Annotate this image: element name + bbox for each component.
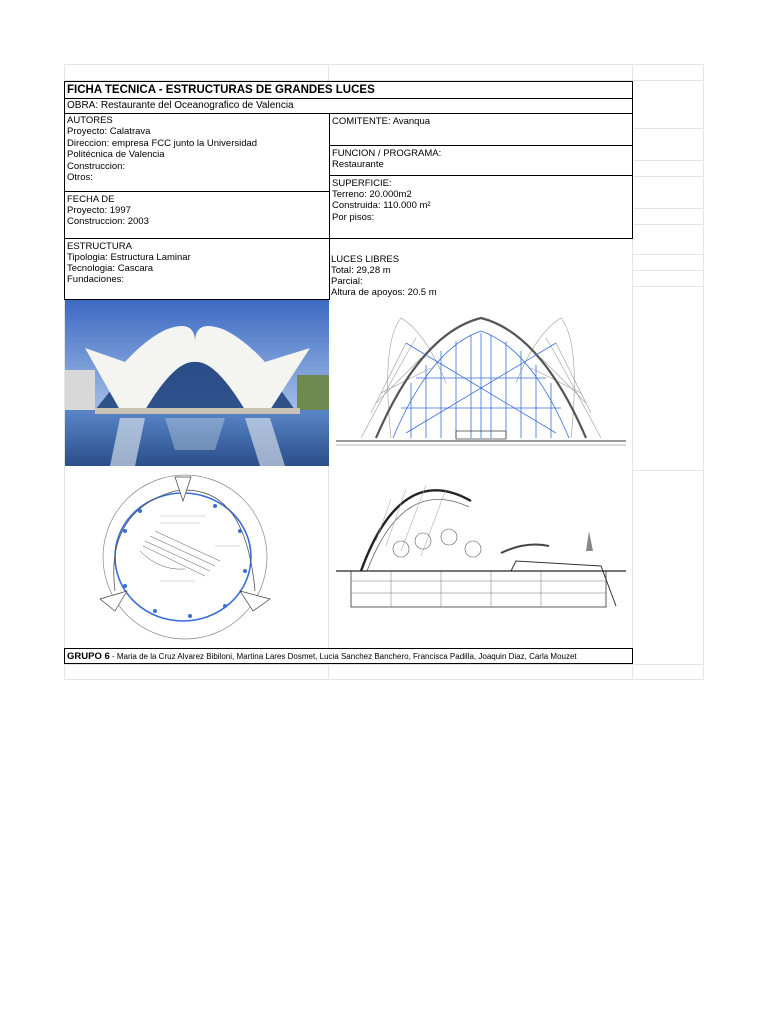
group-members: - Maria de la Cruz Alvarez Bibiloni, Martina Lares Dosmet, Lucia Sanchez Banchero, Francisca Padilla, Joaquin Diaz, Carla Mouzet [109,652,577,661]
estructura-heading: ESTRUCTURA [67,241,132,252]
grid-row-line [632,128,704,129]
grid-row-line [632,470,704,471]
footer-cell [64,648,633,664]
grid-row-line [632,270,704,271]
fecha-cell [64,191,330,239]
autores-direccion: Direccion: empresa FCC junto la Universidad [67,138,258,149]
luces-heading: LUCES LIBRES [331,254,400,265]
sheet-title: FICHA TECNICA - ESTRUCTURAS DE GRANDES LUCES [67,84,375,96]
autores-construccion: Construccion: [67,161,126,172]
grid-row-line [632,176,704,177]
luces-total: Total: 29,28 m [331,265,391,276]
grid-row-line [632,208,704,209]
estructura-tecnologia: Tecnologia: Cascara [67,263,154,274]
section-drawing [331,471,631,643]
fecha-construccion: Construccion: 2003 [67,216,149,227]
autores-proyecto: Proyecto: Calatrava [67,126,151,137]
plan-drawing [65,471,329,643]
obra-label: OBRA: Restaurante del Oceanografico de Valencia [67,100,294,111]
fecha-heading: FECHA DE [67,194,115,205]
superficie-terreno: Terreno: 20.000m2 [332,189,412,200]
grid-row-line [632,224,704,225]
group-label: GRUPO 6 [67,651,110,662]
estructura-cell [64,238,330,300]
comitente-cell [329,113,633,146]
autores-heading: AUTORES [67,115,113,126]
title-cell [64,81,633,99]
autores-cell [64,113,330,192]
funcion-value: Restaurante [332,159,384,170]
estructura-tipologia: Tipologia: Estructura Laminar [67,252,191,263]
estructura-fundaciones: Fundaciones: [67,274,125,285]
superficie-cell [329,175,633,239]
funcion-heading: FUNCION / PROGRAMA: [332,148,442,159]
funcion-cell [329,145,633,176]
comitente-label: COMITENTE: Avanqua [332,116,431,127]
elevation-drawing [331,303,631,466]
superficie-por-pisos: Por pisos: [332,212,375,223]
grid-row-line [64,664,704,665]
superficie-heading: SUPERFICIE: [332,178,392,189]
superficie-construida: Construida: 110.000 m² [332,200,431,211]
grid-row-line [632,286,704,287]
building-photo [65,300,329,466]
fecha-proyecto: Proyecto: 1997 [67,205,131,216]
grid-row-line [632,160,704,161]
grid-row-line [632,254,704,255]
autores-direccion-cont: Politécnica de Valencia [67,149,165,160]
luces-parcial: Parcial: [331,276,363,287]
autores-otros: Otros: [67,172,93,183]
luces-altura: Altura de apoyos: 20.5 m [331,287,437,298]
obra-cell [64,98,633,114]
